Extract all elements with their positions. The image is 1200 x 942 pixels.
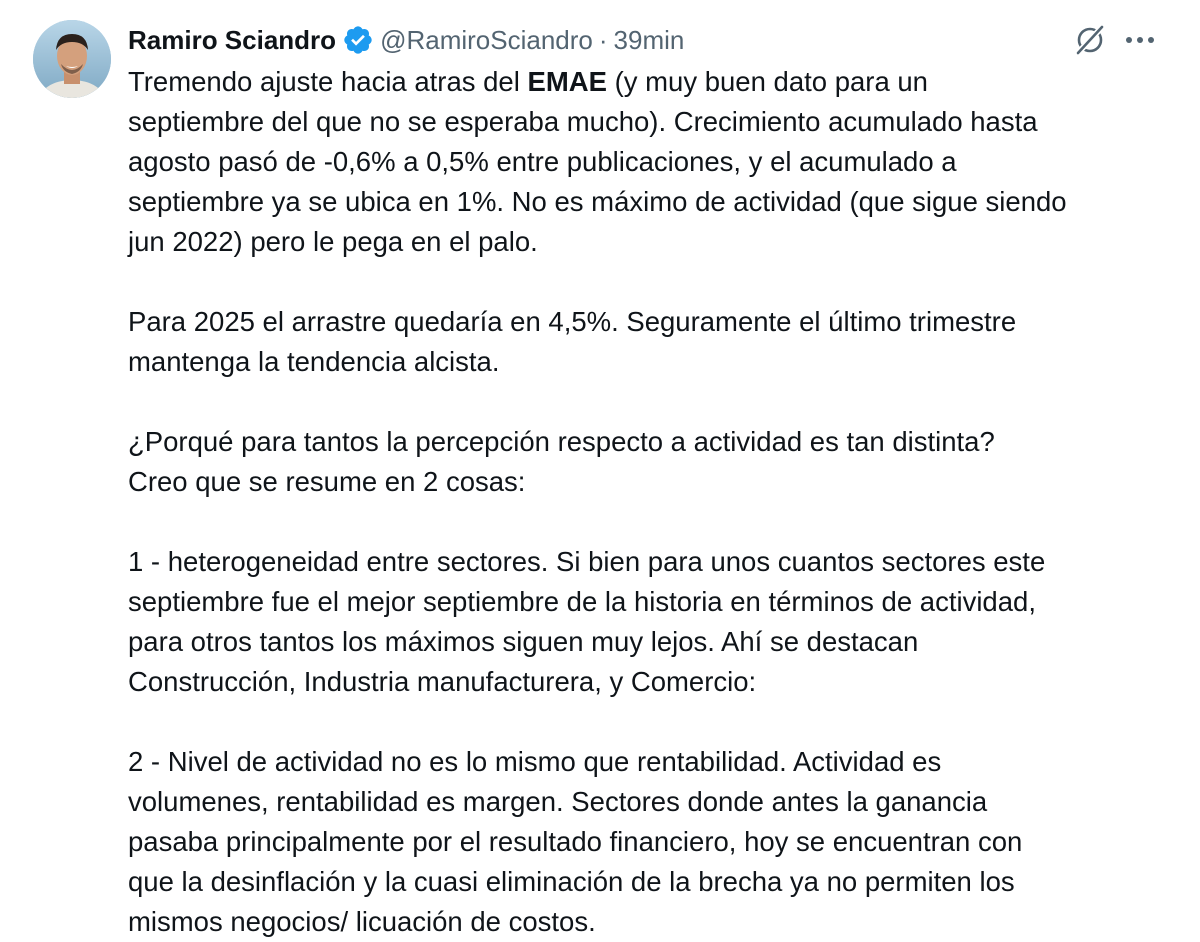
text-line: que la desinflación y la cuasi eliminación de la brecha ya no permiten los [128, 866, 1015, 897]
separator-dot: · [598, 24, 608, 55]
tweet-timestamp[interactable]: 39min [613, 24, 685, 55]
tweet-paragraph-3 [128, 422, 1188, 502]
avatar[interactable] [33, 20, 111, 98]
tweet-header [128, 22, 684, 58]
profile-photo [33, 20, 111, 98]
tweet-paragraph-5 [128, 742, 1188, 942]
text-segment: (y muy buen dato para un [606, 66, 928, 97]
tweet-text [128, 62, 1188, 942]
text-line: mismos negocios/ licuación de costos. [128, 906, 596, 937]
author-name[interactable]: Ramiro Sciandro [128, 24, 337, 55]
text-line: septiembre fue el mejor septiembre de la historia en términos de actividad, [128, 586, 1036, 617]
tweet-paragraph-1 [128, 62, 1188, 262]
text-line [128, 62, 1188, 102]
text-line: para otros tantos los máximos siguen muy lejos. Ahí se destacan [128, 626, 919, 657]
text-line: 2 - Nivel de actividad no es lo mismo que rentabilidad. Actividad es [128, 746, 942, 777]
text-segment: Tremendo ajuste hacia atras del [128, 66, 528, 97]
author-handle[interactable]: @RamiroSciandro [380, 24, 593, 55]
tweet-paragraph-4 [128, 542, 1188, 702]
text-line: septiembre del que no se esperaba mucho). Crecimiento acumulado hasta [128, 106, 1038, 137]
tweet-paragraph-2 [128, 302, 1188, 382]
text-line: jun 2022) pero le pega en el palo. [128, 226, 538, 257]
text-line: ¿Porqué para tantos la percepción respecto a actividad es tan distinta? [128, 426, 995, 457]
text-line: volumenes, rentabilidad es margen. Sectores donde antes la ganancia [128, 786, 988, 817]
text-line: agosto pasó de -0,6% a 0,5% entre publicaciones, y el acumulado a [128, 146, 957, 177]
text-line: 1 - heterogeneidad entre sectores. Si bien para unos cuantos sectores este [128, 546, 1046, 577]
text-line: septiembre ya se ubica en 1%. No es máximo de actividad (que sigue siendo [128, 186, 1067, 217]
more-options-icon[interactable] [1120, 22, 1160, 58]
text-line: mantenga la tendencia alcista. [128, 346, 500, 377]
text-line: Construcción, Industria manufacturera, y Comercio: [128, 666, 757, 697]
verified-badge-icon[interactable] [342, 24, 374, 56]
emae-highlight: EMAE [527, 66, 607, 97]
grok-icon[interactable] [1070, 22, 1110, 58]
text-line: Creo que se resume en 2 cosas: [128, 466, 526, 497]
text-line: Para 2025 el arrastre quedaría en 4,5%. Seguramente el último trimestre [128, 306, 1017, 337]
text-line: pasaba principalmente por el resultado financiero, hoy se encuentran con [128, 826, 1023, 857]
